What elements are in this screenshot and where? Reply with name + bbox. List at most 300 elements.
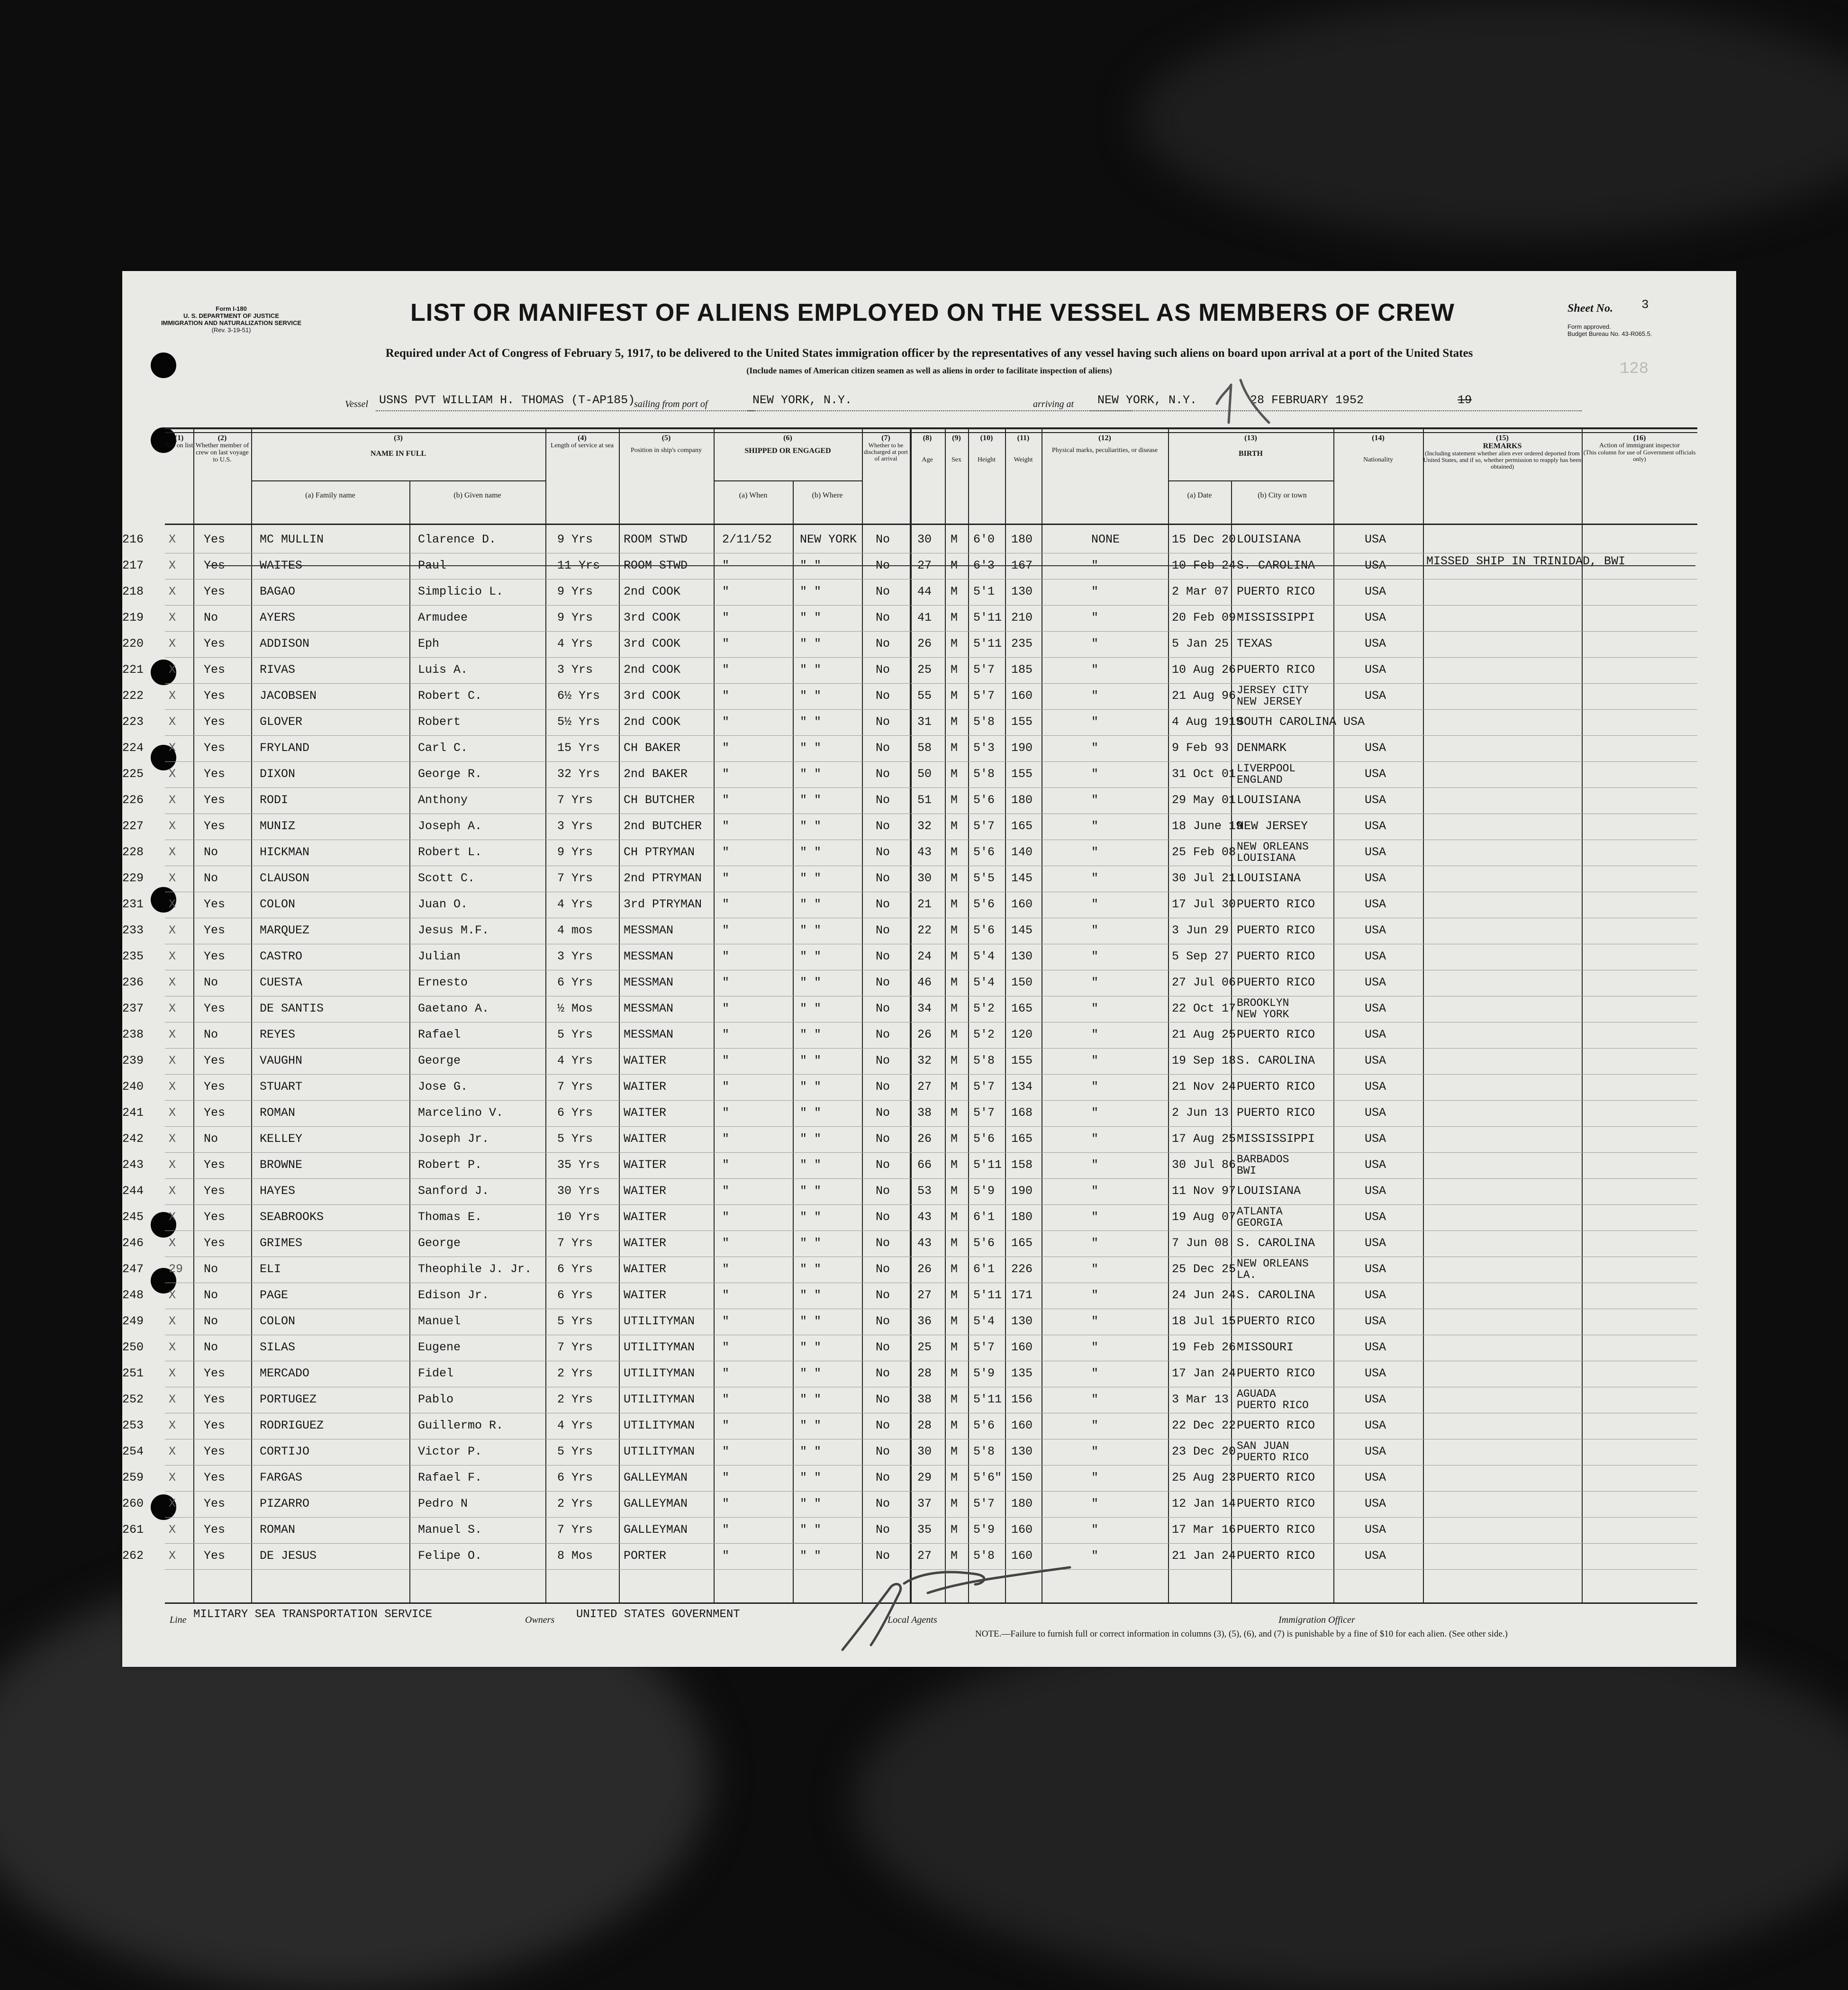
discharge: No: [876, 1210, 890, 1224]
arrival-date-value: 28 FEBRUARY 1952: [1250, 393, 1364, 407]
nationality: USA: [1365, 1106, 1386, 1120]
sex: M: [951, 741, 958, 755]
physical-marks: ": [1091, 1340, 1099, 1354]
service-length: 6 Yrs: [557, 1106, 593, 1120]
sex: M: [951, 1210, 958, 1224]
handwritten-check-mark: [1212, 375, 1278, 432]
service-length: 5 Yrs: [557, 1028, 593, 1041]
physical-marks: ": [1091, 923, 1099, 937]
crew-status: No: [204, 1028, 218, 1041]
nationality: USA: [1365, 950, 1386, 963]
weight: 190: [1011, 1184, 1033, 1198]
list-number: 262: [122, 1549, 144, 1563]
position: WAITER: [624, 1158, 667, 1172]
family-name: SEABROOKS: [260, 1210, 324, 1224]
list-number: 246: [122, 1236, 144, 1250]
owners-label: Owners: [525, 1615, 555, 1625]
list-number: 243: [122, 1158, 144, 1172]
document-title: LIST OR MANIFEST OF ALIENS EMPLOYED ON THE VESSEL AS MEMBERS OF CREW: [410, 299, 1455, 326]
crew-status: No: [204, 1288, 218, 1302]
list-number: 259: [122, 1471, 144, 1484]
shipped-where: " ": [800, 1340, 822, 1354]
physical-marks: ": [1091, 1158, 1099, 1172]
service-length: 4 mos: [557, 923, 593, 937]
table-row: [122, 761, 1697, 788]
birth-date: 21 Nov 24: [1172, 1080, 1236, 1094]
birth-city: SAN JUAN: [1237, 1440, 1289, 1452]
crew-status: Yes: [204, 1366, 226, 1380]
shipped-when: ": [722, 793, 730, 807]
list-number: 225: [122, 767, 144, 781]
family-name: ROMAN: [260, 1106, 296, 1120]
shipped-when: ": [722, 1366, 730, 1380]
given-name: Jesus M.F.: [418, 923, 489, 937]
weight: 185: [1011, 663, 1033, 677]
given-name: Felipe O.: [418, 1549, 482, 1563]
family-name: WAITES: [260, 559, 303, 572]
budget-bureau-text: Budget Bureau No. 43-R065.5.: [1567, 330, 1652, 337]
position: WAITER: [624, 1132, 667, 1146]
col-action-header: (16) Action of immigrant inspector (This column for use of Government officials only): [1583, 434, 1696, 462]
given-name: Luis A.: [418, 663, 468, 677]
service-length: 5½ Yrs: [557, 715, 600, 729]
crew-status: Yes: [204, 897, 226, 911]
shipped-where: " ": [800, 950, 822, 963]
weight: 120: [1011, 1028, 1033, 1041]
sailing-label: sailing from port of: [634, 399, 708, 409]
birth-date: 30 Jul 86: [1172, 1158, 1236, 1172]
original-number: X: [169, 871, 176, 885]
birth-date: 18 June 19: [1172, 819, 1243, 833]
list-number: 251: [122, 1366, 144, 1380]
height: 5'5: [973, 871, 995, 885]
birth-date: 5 Sep 27: [1172, 950, 1229, 963]
birth-city: PUERTO RICO: [1237, 1106, 1315, 1120]
immigration-officer-label: Immigration Officer: [1278, 1615, 1355, 1625]
shipped-when: ": [722, 923, 730, 937]
list-number: 219: [122, 611, 144, 624]
age: 43: [917, 1210, 932, 1224]
given-name: Robert C.: [418, 689, 482, 703]
age: 26: [917, 1028, 932, 1041]
original-number: X: [169, 1184, 176, 1198]
sex: M: [951, 533, 958, 546]
birth-city: MISSISSIPPI: [1237, 1132, 1315, 1146]
given-name: Scott C.: [418, 871, 475, 885]
physical-marks: ": [1091, 559, 1099, 572]
service-length: 7 Yrs: [557, 1523, 593, 1537]
weight: 158: [1011, 1158, 1033, 1172]
crew-status: Yes: [204, 819, 226, 833]
weight: 130: [1011, 585, 1033, 598]
nationality: USA: [1365, 1028, 1386, 1041]
crew-status: Yes: [204, 1393, 226, 1406]
height: 5'7: [973, 1497, 995, 1511]
position: WAITER: [624, 1210, 667, 1224]
shipped-when: ": [722, 1523, 730, 1537]
shipped-when: ": [722, 1236, 730, 1250]
nationality: USA: [1365, 897, 1386, 911]
position: WAITER: [624, 1288, 667, 1302]
physical-marks: ": [1091, 715, 1099, 729]
weight: 160: [1011, 897, 1033, 911]
shipped-when: ": [722, 715, 730, 729]
physical-marks: ": [1091, 689, 1099, 703]
list-number: 254: [122, 1445, 144, 1458]
physical-marks: ": [1091, 1523, 1099, 1537]
height: 5'3: [973, 741, 995, 755]
sheet-number-value: 3: [1641, 298, 1649, 312]
shipped-where: " ": [800, 1419, 822, 1432]
weight: 156: [1011, 1393, 1033, 1406]
given-name: Sanford J.: [418, 1184, 489, 1198]
birth-date: 19 Feb 26: [1172, 1340, 1236, 1354]
weight: 160: [1011, 1419, 1033, 1432]
arriving-value: NEW YORK, N.Y.: [1097, 393, 1197, 407]
sex: M: [951, 1158, 958, 1172]
service-length: 35 Yrs: [557, 1158, 600, 1172]
birth-city: LOUISIANA: [1237, 533, 1301, 546]
shipped-when: ": [722, 1262, 730, 1276]
birth-city: MISSOURI: [1237, 1340, 1294, 1354]
sex: M: [951, 1080, 958, 1094]
height: 5'11: [973, 1158, 1002, 1172]
sex: M: [951, 976, 958, 989]
given-name: Manuel S.: [418, 1523, 482, 1537]
given-name: Carl C.: [418, 741, 468, 755]
service-length: 4 Yrs: [557, 1054, 593, 1067]
position: 3rd PTRYMAN: [624, 897, 702, 911]
age: 32: [917, 1054, 932, 1067]
given-name: Eph: [418, 637, 440, 651]
discharge: No: [876, 715, 890, 729]
age: 30: [917, 871, 932, 885]
service-length: 7 Yrs: [557, 1236, 593, 1250]
nationality: USA: [1365, 663, 1386, 677]
birth-date: 17 Aug 25: [1172, 1132, 1236, 1146]
age: 36: [917, 1314, 932, 1328]
age: 34: [917, 1002, 932, 1015]
list-number: 221: [122, 663, 144, 677]
shipped-where: " ": [800, 1158, 822, 1172]
original-number: X: [169, 1028, 176, 1041]
position: UTILITYMAN: [624, 1419, 695, 1432]
discharge: No: [876, 1523, 890, 1537]
height: 5'11: [973, 637, 1002, 651]
nationality: USA: [1365, 1262, 1386, 1276]
discharge: No: [876, 923, 890, 937]
family-name: DE SANTIS: [260, 1002, 324, 1015]
physical-marks: ": [1091, 1366, 1099, 1380]
original-number: X: [169, 793, 176, 807]
original-number: X: [169, 715, 176, 729]
list-number: 236: [122, 976, 144, 989]
age: 26: [917, 1132, 932, 1146]
height: 5'11: [973, 611, 1002, 624]
family-name: BROWNE: [260, 1158, 303, 1172]
age: 37: [917, 1497, 932, 1511]
birth-date: 19 Sep 18: [1172, 1054, 1236, 1067]
family-name: VAUGHN: [260, 1054, 303, 1067]
service-length: 9 Yrs: [557, 611, 593, 624]
given-name: Pablo: [418, 1393, 454, 1406]
birth-date: 20 Feb 09: [1172, 611, 1236, 624]
position: MESSMAN: [624, 976, 674, 989]
table-row: [122, 892, 1697, 918]
crew-status: Yes: [204, 663, 226, 677]
crew-status: No: [204, 871, 218, 885]
form-info: [155, 305, 307, 334]
discharge: No: [876, 585, 890, 598]
list-number: 235: [122, 950, 144, 963]
arriving-line: [1089, 410, 1582, 411]
position: 2nd BAKER: [624, 767, 688, 781]
crew-status: Yes: [204, 1419, 226, 1432]
physical-marks: ": [1091, 1054, 1099, 1067]
birth-city: PUERTO RICO: [1237, 1523, 1315, 1537]
sex: M: [951, 1002, 958, 1015]
vessel-line: [376, 410, 755, 411]
list-number: 222: [122, 689, 144, 703]
position: MESSMAN: [624, 1028, 674, 1041]
position: 3rd COOK: [624, 611, 681, 624]
age: 31: [917, 715, 932, 729]
original-number: X: [169, 1314, 176, 1328]
given-name: Simplicio L.: [418, 585, 504, 598]
crew-status: Yes: [204, 1549, 226, 1563]
birth-date: 25 Feb 08: [1172, 845, 1236, 859]
birth-date: 11 Nov 97: [1172, 1184, 1236, 1198]
service-length: 5 Yrs: [557, 1445, 593, 1458]
weight: 145: [1011, 871, 1033, 885]
position: 2nd COOK: [624, 715, 681, 729]
sex: M: [951, 923, 958, 937]
given-name: Jose G.: [418, 1080, 468, 1094]
table-row: [122, 579, 1697, 606]
height: 5'4: [973, 976, 995, 989]
given-name: Ernesto: [418, 976, 468, 989]
position: ROOM STWD: [624, 559, 688, 572]
birth-city: S. CAROLINA: [1237, 1288, 1315, 1302]
age: 25: [917, 1340, 932, 1354]
birth-city: PUERTO RICO: [1237, 1366, 1315, 1380]
table-row: [122, 631, 1697, 658]
nationality: USA: [1365, 845, 1386, 859]
table-row: [122, 918, 1697, 944]
birth-city: SOUTH CAROLINA USA: [1237, 715, 1365, 729]
table-row: [122, 1387, 1697, 1413]
list-number: 252: [122, 1393, 144, 1406]
birth-city: BROOKLYN: [1237, 997, 1289, 1009]
physical-marks: ": [1091, 611, 1099, 624]
shipped-where: " ": [800, 767, 822, 781]
age: 26: [917, 637, 932, 651]
table-row: [122, 657, 1697, 684]
birth-city: S. CAROLINA: [1237, 559, 1315, 572]
table-row: [122, 735, 1697, 762]
original-number: X: [169, 1549, 176, 1563]
sex: M: [951, 1497, 958, 1511]
sex: M: [951, 819, 958, 833]
crew-status: Yes: [204, 1080, 226, 1094]
family-name: FARGAS: [260, 1471, 303, 1484]
list-number: 260: [122, 1497, 144, 1511]
sex: M: [951, 611, 958, 624]
table-row: [122, 996, 1697, 1022]
list-number: 250: [122, 1340, 144, 1354]
list-number: 223: [122, 715, 144, 729]
crew-status: Yes: [204, 637, 226, 651]
nationality: USA: [1365, 923, 1386, 937]
sex: M: [951, 637, 958, 651]
col-marks-header: (12) Physical marks, peculiarities, or disease: [1051, 434, 1158, 454]
shipped-when: ": [722, 1080, 730, 1094]
physical-marks: ": [1091, 1106, 1099, 1120]
service-length: 7 Yrs: [557, 1080, 593, 1094]
height: 5'6: [973, 1236, 995, 1250]
position: MESSMAN: [624, 950, 674, 963]
service-length: 9 Yrs: [557, 533, 593, 546]
crew-status: Yes: [204, 1210, 226, 1224]
crew-status: Yes: [204, 559, 226, 572]
given-name: Pedro N: [418, 1497, 468, 1511]
discharge: No: [876, 1080, 890, 1094]
table-row: [122, 944, 1697, 970]
physical-marks: ": [1091, 767, 1099, 781]
nationality: USA: [1365, 1288, 1386, 1302]
table-row: [122, 605, 1697, 632]
weight: 165: [1011, 819, 1033, 833]
birth-city: PUERTO RICO: [1237, 923, 1315, 937]
given-name: Juan O.: [418, 897, 468, 911]
shipped-when: ": [722, 1340, 730, 1354]
shipped-when: ": [722, 1106, 730, 1120]
discharge: No: [876, 1106, 890, 1120]
weight: 180: [1011, 1210, 1033, 1224]
position: GALLEYMAN: [624, 1497, 688, 1511]
height: 5'6: [973, 793, 995, 807]
age: 46: [917, 976, 932, 989]
table-row: [122, 1361, 1697, 1387]
height: 5'6: [973, 923, 995, 937]
physical-marks: ": [1091, 950, 1099, 963]
original-number: X: [169, 767, 176, 781]
shipped-when: 2/11/52: [722, 533, 772, 546]
position: UTILITYMAN: [624, 1393, 695, 1406]
discharge: No: [876, 1236, 890, 1250]
sex: M: [951, 1028, 958, 1041]
given-name: Robert L.: [418, 845, 482, 859]
given-name: Theophile J. Jr.: [418, 1262, 532, 1276]
weight: 145: [1011, 923, 1033, 937]
age: 27: [917, 1549, 932, 1563]
nationality: USA: [1365, 1158, 1386, 1172]
original-number: X: [169, 1210, 176, 1224]
height: 6'3: [973, 559, 995, 572]
table-row: [122, 683, 1697, 710]
sex: M: [951, 715, 958, 729]
given-name: Manuel: [418, 1314, 461, 1328]
height: 6'1: [973, 1262, 995, 1276]
service-length: 11 Yrs: [557, 559, 600, 572]
nationality: USA: [1365, 1340, 1386, 1354]
discharge: No: [876, 1028, 890, 1041]
given-name: Edison Jr.: [418, 1288, 489, 1302]
original-number: X: [169, 741, 176, 755]
shipped-where: " ": [800, 1288, 822, 1302]
family-name: MARQUEZ: [260, 923, 310, 937]
family-name: HAYES: [260, 1184, 296, 1198]
age: 58: [917, 741, 932, 755]
original-number: X: [169, 1366, 176, 1380]
discharge: No: [876, 741, 890, 755]
shipped-when: ": [722, 1184, 730, 1198]
weight: 165: [1011, 1236, 1033, 1250]
nationality: USA: [1365, 611, 1386, 624]
family-name: ELI: [260, 1262, 281, 1276]
weight: 180: [1011, 533, 1033, 546]
crew-status: Yes: [204, 1106, 226, 1120]
birth-city: PUERTO RICO: [1237, 1028, 1315, 1041]
sex: M: [951, 1523, 958, 1537]
crew-status: No: [204, 1314, 218, 1328]
birth-date: 17 Jul 30: [1172, 897, 1236, 911]
physical-marks: NONE: [1091, 533, 1120, 546]
col-shipped-header: (6) SHIPPED OR ENGAGED: [744, 434, 831, 455]
weight: 155: [1011, 715, 1033, 729]
physical-marks: ": [1091, 1288, 1099, 1302]
nationality: USA: [1365, 533, 1386, 546]
birth-city-line2: LA.: [1237, 1269, 1257, 1281]
list-number: 231: [122, 897, 144, 911]
original-number: X: [169, 1236, 176, 1250]
birth-city-line2: BWI: [1237, 1165, 1257, 1177]
sex: M: [951, 1419, 958, 1432]
service-length: 15 Yrs: [557, 741, 600, 755]
discharge: No: [876, 819, 890, 833]
height: 5'6: [973, 845, 995, 859]
birth-city: PUERTO RICO: [1237, 950, 1315, 963]
list-number: 224: [122, 741, 144, 755]
list-number: 227: [122, 819, 144, 833]
shipped-when: ": [722, 1549, 730, 1563]
weight: 140: [1011, 845, 1033, 859]
birth-city: AGUADA: [1237, 1388, 1276, 1400]
birth-city: S. CAROLINA: [1237, 1236, 1315, 1250]
family-name: PIZARRO: [260, 1497, 310, 1511]
age: 53: [917, 1184, 932, 1198]
given-name: Victor P.: [418, 1445, 482, 1458]
nationality: USA: [1365, 689, 1386, 703]
include-note: (Include names of American citizen seamen as well as aliens in order to facilitate inspection of aliens): [746, 366, 1112, 375]
crew-status: Yes: [204, 1497, 226, 1511]
shipped-where: NEW YORK: [800, 533, 857, 546]
sex: M: [951, 1184, 958, 1198]
birth-city: DENMARK: [1237, 741, 1287, 755]
table-row: [122, 1517, 1697, 1544]
weight: 171: [1011, 1288, 1033, 1302]
age: 28: [917, 1419, 932, 1432]
nationality: USA: [1365, 1497, 1386, 1511]
shipped-when: ": [722, 1028, 730, 1041]
table-row: [122, 1152, 1697, 1179]
crew-status: No: [204, 1340, 218, 1354]
line-value: MILITARY SEA TRANSPORTATION SERVICE: [193, 1608, 433, 1621]
height: 6'0: [973, 533, 995, 546]
crew-status: Yes: [204, 923, 226, 937]
discharge: No: [876, 1158, 890, 1172]
family-name: CASTRO: [260, 950, 303, 963]
